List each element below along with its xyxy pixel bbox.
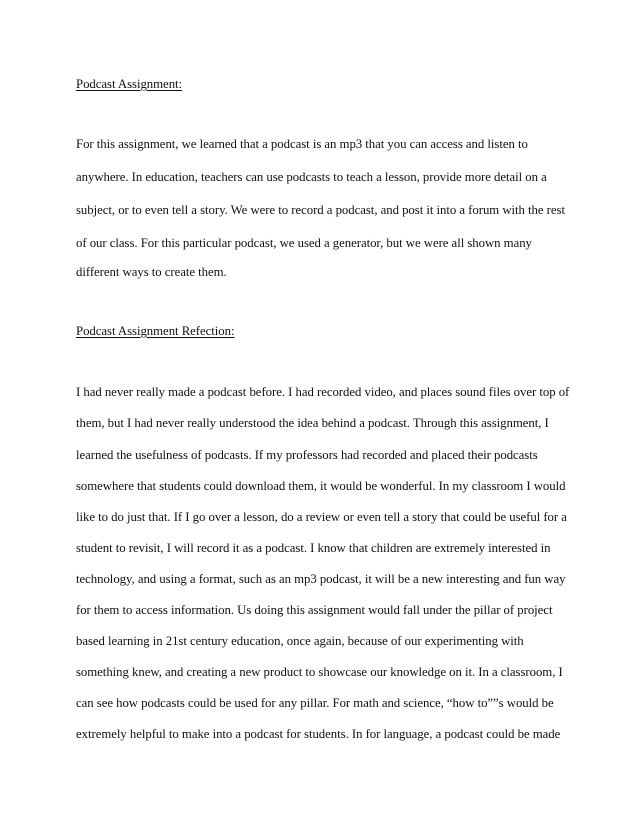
section-heading-reflection: Podcast Assignment Refection: — [76, 324, 235, 338]
paragraph-line: them, but I had never really understood the idea behind a podcast. Through this assignment, I — [76, 416, 549, 430]
paragraph-line: somewhere that students could download them, it would be wonderful. In my classroom I would — [76, 479, 566, 493]
paragraph-line: I had never really made a podcast before. I had recorded video, and places sound files over top of — [76, 385, 570, 399]
paragraph-line: student to revisit, I will record it as a podcast. I know that children are extremely interested in — [76, 541, 551, 555]
paragraph-line: technology, and using a format, such as an mp3 podcast, it will be a new interesting and fun way — [76, 572, 566, 586]
paragraph-line: something knew, and creating a new product to showcase our knowledge on it. In a classroom, I — [76, 665, 563, 679]
paragraph-line: different ways to create them. — [76, 265, 227, 279]
paragraph-line: like to do just that. If I go over a lesson, do a review or even tell a story that could be useful for a — [76, 510, 567, 524]
paragraph-line: extremely helpful to make into a podcast for students. In for language, a podcast could be made — [76, 727, 561, 741]
paragraph-line: based learning in 21st century education, once again, because of our experimenting with — [76, 634, 524, 648]
section-heading-podcast-assignment: Podcast Assignment: — [76, 77, 183, 91]
paragraph-line: anywhere. In education, teachers can use podcasts to teach a lesson, provide more detail on a — [76, 170, 547, 184]
paragraph-line: For this assignment, we learned that a podcast is an mp3 that you can access and listen to — [76, 137, 528, 151]
paragraph-line: can see how podcasts could be used for any pillar. For math and science, “how to””s would be — [76, 696, 554, 710]
paragraph-line: of our class. For this particular podcast, we used a generator, but we were all shown many — [76, 236, 532, 250]
paragraph-line: learned the usefulness of podcasts. If my professors had recorded and placed their podcasts — [76, 448, 538, 462]
paragraph-line: for them to access information. Us doing this assignment would fall under the pillar of project — [76, 603, 553, 617]
paragraph-line: subject, or to even tell a story. We were to record a podcast, and post it into a forum with the rest — [76, 203, 565, 217]
